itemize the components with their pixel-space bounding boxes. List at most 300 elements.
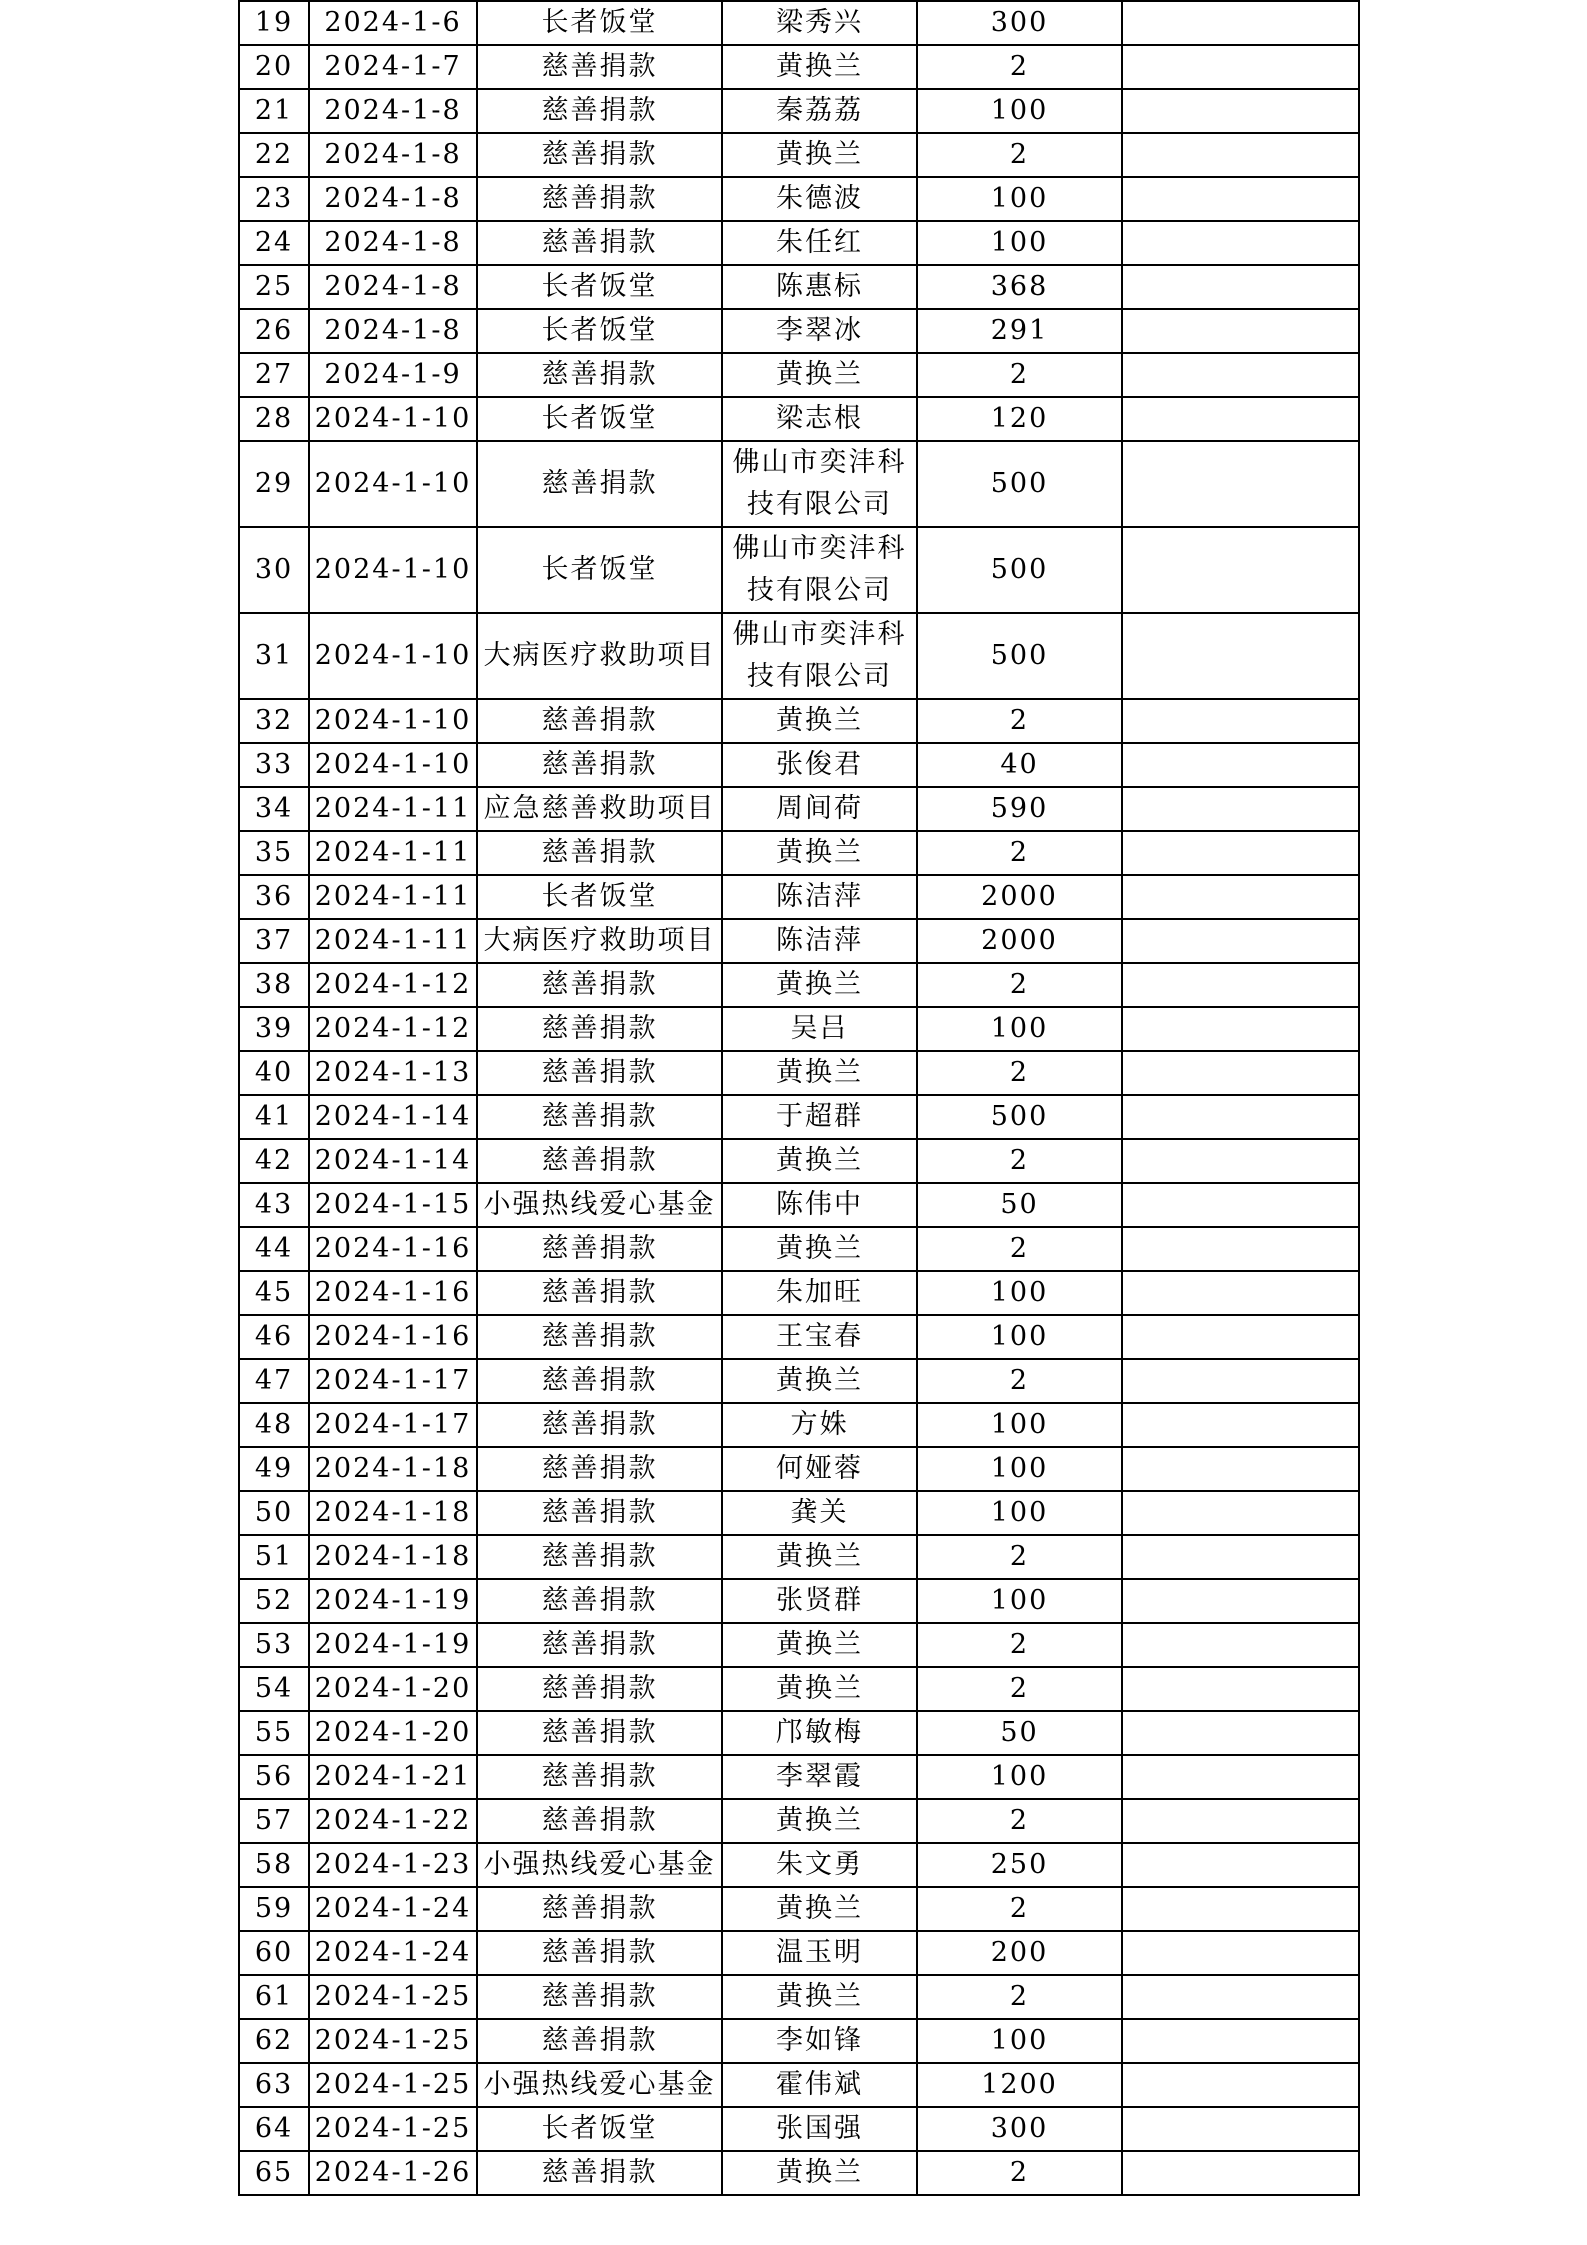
table-row [239, 221, 1359, 265]
donor-cell: 黄换兰 [722, 1535, 917, 1579]
project-cell: 慈善捐款 [477, 1447, 722, 1491]
row-number-cell: 19 [239, 1, 309, 45]
amount-cell: 2 [917, 1887, 1122, 1931]
row-number-cell: 50 [239, 1491, 309, 1535]
project-cell: 慈善捐款 [477, 2019, 722, 2063]
row-number-cell: 55 [239, 1711, 309, 1755]
row-number-cell: 64 [239, 2107, 309, 2151]
project-cell: 慈善捐款 [477, 89, 722, 133]
donor-cell: 黄换兰 [722, 1227, 917, 1271]
date-cell: 2024-1-25 [309, 2063, 477, 2107]
date-cell: 2024-1-17 [309, 1403, 477, 1447]
table-row [239, 1755, 1359, 1799]
project-cell: 慈善捐款 [477, 133, 722, 177]
amount-cell: 2 [917, 699, 1122, 743]
row-number-cell: 63 [239, 2063, 309, 2107]
date-cell: 2024-1-12 [309, 963, 477, 1007]
date-cell: 2024-1-25 [309, 1975, 477, 2019]
amount-cell: 2 [917, 353, 1122, 397]
donor-cell: 朱文勇 [722, 1843, 917, 1887]
note-cell [1122, 1667, 1359, 1711]
note-cell [1122, 45, 1359, 89]
amount-cell: 590 [917, 787, 1122, 831]
date-cell: 2024-1-18 [309, 1535, 477, 1579]
amount-cell: 2000 [917, 875, 1122, 919]
project-cell: 长者饭堂 [477, 265, 722, 309]
donor-cell: 朱加旺 [722, 1271, 917, 1315]
date-cell: 2024-1-11 [309, 919, 477, 963]
note-cell [1122, 397, 1359, 441]
table-row [239, 1667, 1359, 1711]
note-cell [1122, 1711, 1359, 1755]
date-cell: 2024-1-20 [309, 1711, 477, 1755]
note-cell [1122, 919, 1359, 963]
amount-cell: 300 [917, 1, 1122, 45]
note-cell [1122, 1227, 1359, 1271]
row-number-cell: 33 [239, 743, 309, 787]
project-cell: 长者饭堂 [477, 875, 722, 919]
row-number-cell: 48 [239, 1403, 309, 1447]
date-cell: 2024-1-11 [309, 875, 477, 919]
amount-cell: 100 [917, 1007, 1122, 1051]
date-cell: 2024-1-11 [309, 831, 477, 875]
date-cell: 2024-1-10 [309, 397, 477, 441]
table-row [239, 1579, 1359, 1623]
date-cell: 2024-1-18 [309, 1447, 477, 1491]
row-number-cell: 31 [239, 613, 309, 699]
table-row [239, 2019, 1359, 2063]
donor-cell: 张国强 [722, 2107, 917, 2151]
date-cell: 2024-1-9 [309, 353, 477, 397]
donor-cell: 李如锋 [722, 2019, 917, 2063]
amount-cell: 500 [917, 527, 1122, 613]
date-cell: 2024-1-10 [309, 527, 477, 613]
date-cell: 2024-1-14 [309, 1139, 477, 1183]
note-cell [1122, 2151, 1359, 2195]
table-row [239, 1359, 1359, 1403]
date-cell: 2024-1-10 [309, 441, 477, 527]
note-cell [1122, 1843, 1359, 1887]
note-cell [1122, 527, 1359, 613]
project-cell: 慈善捐款 [477, 1315, 722, 1359]
row-number-cell: 34 [239, 787, 309, 831]
project-cell: 慈善捐款 [477, 1975, 722, 2019]
table-row [239, 919, 1359, 963]
amount-cell: 1200 [917, 2063, 1122, 2107]
donor-cell: 黄换兰 [722, 1623, 917, 1667]
date-cell: 2024-1-16 [309, 1315, 477, 1359]
row-number-cell: 54 [239, 1667, 309, 1711]
project-cell: 长者饭堂 [477, 2107, 722, 2151]
project-cell: 慈善捐款 [477, 2151, 722, 2195]
date-cell: 2024-1-26 [309, 2151, 477, 2195]
date-cell: 2024-1-8 [309, 309, 477, 353]
table-body [239, 1, 1359, 2195]
row-number-cell: 52 [239, 1579, 309, 1623]
project-cell: 慈善捐款 [477, 45, 722, 89]
project-cell: 慈善捐款 [477, 1887, 722, 1931]
note-cell [1122, 1491, 1359, 1535]
table-row [239, 527, 1359, 613]
date-cell: 2024-1-8 [309, 265, 477, 309]
amount-cell: 100 [917, 2019, 1122, 2063]
row-number-cell: 32 [239, 699, 309, 743]
date-cell: 2024-1-16 [309, 1271, 477, 1315]
donor-cell: 陈洁萍 [722, 919, 917, 963]
donor-cell: 黄换兰 [722, 1887, 917, 1931]
date-cell: 2024-1-8 [309, 133, 477, 177]
date-cell: 2024-1-15 [309, 1183, 477, 1227]
note-cell [1122, 787, 1359, 831]
note-cell [1122, 1183, 1359, 1227]
note-cell [1122, 1315, 1359, 1359]
project-cell: 小强热线爱心基金 [477, 1183, 722, 1227]
note-cell [1122, 1447, 1359, 1491]
note-cell [1122, 1931, 1359, 1975]
donor-cell: 陈伟中 [722, 1183, 917, 1227]
row-number-cell: 60 [239, 1931, 309, 1975]
date-cell: 2024-1-24 [309, 1931, 477, 1975]
donor-cell: 黄换兰 [722, 1799, 917, 1843]
project-cell: 大病医疗救助项目 [477, 613, 722, 699]
note-cell [1122, 1887, 1359, 1931]
table-row [239, 1491, 1359, 1535]
note-cell [1122, 1139, 1359, 1183]
amount-cell: 2 [917, 1359, 1122, 1403]
date-cell: 2024-1-24 [309, 1887, 477, 1931]
amount-cell: 2 [917, 1535, 1122, 1579]
amount-cell: 368 [917, 265, 1122, 309]
donor-cell: 龚关 [722, 1491, 917, 1535]
note-cell [1122, 613, 1359, 699]
table-row [239, 1095, 1359, 1139]
donor-cell: 邝敏梅 [722, 1711, 917, 1755]
date-cell: 2024-1-18 [309, 1491, 477, 1535]
row-number-cell: 28 [239, 397, 309, 441]
note-cell [1122, 353, 1359, 397]
row-number-cell: 27 [239, 353, 309, 397]
row-number-cell: 35 [239, 831, 309, 875]
note-cell [1122, 1403, 1359, 1447]
donor-cell: 黄换兰 [722, 133, 917, 177]
amount-cell: 2 [917, 133, 1122, 177]
amount-cell: 100 [917, 1447, 1122, 1491]
donor-cell: 陈洁萍 [722, 875, 917, 919]
note-cell [1122, 1535, 1359, 1579]
project-cell: 慈善捐款 [477, 1667, 722, 1711]
table-row [239, 1051, 1359, 1095]
date-cell: 2024-1-21 [309, 1755, 477, 1799]
date-cell: 2024-1-20 [309, 1667, 477, 1711]
table-row [239, 397, 1359, 441]
donor-cell: 黄换兰 [722, 353, 917, 397]
donor-cell: 张俊君 [722, 743, 917, 787]
project-cell: 长者饭堂 [477, 1, 722, 45]
note-cell [1122, 743, 1359, 787]
project-cell: 慈善捐款 [477, 743, 722, 787]
note-cell [1122, 831, 1359, 875]
donation-table [238, 0, 1360, 2196]
row-number-cell: 30 [239, 527, 309, 613]
amount-cell: 100 [917, 1403, 1122, 1447]
project-cell: 慈善捐款 [477, 1623, 722, 1667]
note-cell [1122, 133, 1359, 177]
project-cell: 小强热线爱心基金 [477, 1843, 722, 1887]
donation-table-container [238, 0, 1358, 2196]
table-row [239, 353, 1359, 397]
table-row [239, 441, 1359, 527]
donor-cell: 秦荔荔 [722, 89, 917, 133]
project-cell: 慈善捐款 [477, 353, 722, 397]
note-cell [1122, 1007, 1359, 1051]
row-number-cell: 53 [239, 1623, 309, 1667]
amount-cell: 2 [917, 1051, 1122, 1095]
note-cell [1122, 1271, 1359, 1315]
donor-cell: 佛山市奕沣科 技有限公司 [722, 527, 917, 613]
note-cell [1122, 1095, 1359, 1139]
table-row [239, 875, 1359, 919]
project-cell: 慈善捐款 [477, 1931, 722, 1975]
note-cell [1122, 441, 1359, 527]
row-number-cell: 40 [239, 1051, 309, 1095]
project-cell: 大病医疗救助项目 [477, 919, 722, 963]
table-row [239, 1931, 1359, 1975]
row-number-cell: 20 [239, 45, 309, 89]
table-row [239, 1271, 1359, 1315]
table-row [239, 2063, 1359, 2107]
donor-cell: 黄换兰 [722, 1667, 917, 1711]
note-cell [1122, 1755, 1359, 1799]
table-row [239, 1535, 1359, 1579]
date-cell: 2024-1-11 [309, 787, 477, 831]
amount-cell: 100 [917, 89, 1122, 133]
amount-cell: 120 [917, 397, 1122, 441]
donor-cell: 朱任红 [722, 221, 917, 265]
amount-cell: 50 [917, 1183, 1122, 1227]
amount-cell: 50 [917, 1711, 1122, 1755]
row-number-cell: 49 [239, 1447, 309, 1491]
project-cell: 慈善捐款 [477, 1271, 722, 1315]
row-number-cell: 23 [239, 177, 309, 221]
amount-cell: 2 [917, 1139, 1122, 1183]
note-cell [1122, 1359, 1359, 1403]
donor-cell: 黄换兰 [722, 1139, 917, 1183]
table-row [239, 787, 1359, 831]
project-cell: 慈善捐款 [477, 1711, 722, 1755]
row-number-cell: 59 [239, 1887, 309, 1931]
donor-cell: 朱德波 [722, 177, 917, 221]
project-cell: 慈善捐款 [477, 1491, 722, 1535]
row-number-cell: 45 [239, 1271, 309, 1315]
amount-cell: 100 [917, 1755, 1122, 1799]
row-number-cell: 42 [239, 1139, 309, 1183]
amount-cell: 2 [917, 1799, 1122, 1843]
project-cell: 小强热线爱心基金 [477, 2063, 722, 2107]
note-cell [1122, 1799, 1359, 1843]
table-row [239, 89, 1359, 133]
table-row [239, 1711, 1359, 1755]
amount-cell: 500 [917, 1095, 1122, 1139]
date-cell: 2024-1-8 [309, 177, 477, 221]
donor-cell: 李翠霞 [722, 1755, 917, 1799]
donor-cell: 黄换兰 [722, 699, 917, 743]
row-number-cell: 24 [239, 221, 309, 265]
donor-cell: 温玉明 [722, 1931, 917, 1975]
row-number-cell: 51 [239, 1535, 309, 1579]
table-row [239, 2107, 1359, 2151]
project-cell: 慈善捐款 [477, 1359, 722, 1403]
table-row [239, 1183, 1359, 1227]
table-row [239, 2151, 1359, 2195]
date-cell: 2024-1-12 [309, 1007, 477, 1051]
row-number-cell: 41 [239, 1095, 309, 1139]
donor-cell: 王宝春 [722, 1315, 917, 1359]
donor-cell: 黄换兰 [722, 1975, 917, 2019]
donor-cell: 何娅蓉 [722, 1447, 917, 1491]
project-cell: 慈善捐款 [477, 1755, 722, 1799]
donor-cell: 佛山市奕沣科 技有限公司 [722, 613, 917, 699]
amount-cell: 40 [917, 743, 1122, 787]
project-cell: 慈善捐款 [477, 831, 722, 875]
note-cell [1122, 1579, 1359, 1623]
amount-cell: 100 [917, 1579, 1122, 1623]
table-row [239, 1, 1359, 45]
note-cell [1122, 2063, 1359, 2107]
date-cell: 2024-1-25 [309, 2019, 477, 2063]
row-number-cell: 62 [239, 2019, 309, 2063]
amount-cell: 100 [917, 177, 1122, 221]
row-number-cell: 29 [239, 441, 309, 527]
note-cell [1122, 1, 1359, 45]
project-cell: 应急慈善救助项目 [477, 787, 722, 831]
donor-cell: 方姝 [722, 1403, 917, 1447]
amount-cell: 500 [917, 441, 1122, 527]
note-cell [1122, 177, 1359, 221]
amount-cell: 250 [917, 1843, 1122, 1887]
table-row [239, 743, 1359, 787]
table-row [239, 1315, 1359, 1359]
donor-cell: 黄换兰 [722, 1051, 917, 1095]
project-cell: 慈善捐款 [477, 963, 722, 1007]
date-cell: 2024-1-13 [309, 1051, 477, 1095]
project-cell: 慈善捐款 [477, 1139, 722, 1183]
donor-cell: 吴吕 [722, 1007, 917, 1051]
donor-cell: 黄换兰 [722, 963, 917, 1007]
note-cell [1122, 1051, 1359, 1095]
project-cell: 长者饭堂 [477, 309, 722, 353]
row-number-cell: 46 [239, 1315, 309, 1359]
note-cell [1122, 963, 1359, 1007]
row-number-cell: 43 [239, 1183, 309, 1227]
date-cell: 2024-1-14 [309, 1095, 477, 1139]
note-cell [1122, 89, 1359, 133]
date-cell: 2024-1-16 [309, 1227, 477, 1271]
table-row [239, 309, 1359, 353]
donor-cell: 佛山市奕沣科 技有限公司 [722, 441, 917, 527]
row-number-cell: 47 [239, 1359, 309, 1403]
project-cell: 慈善捐款 [477, 1007, 722, 1051]
note-cell [1122, 875, 1359, 919]
amount-cell: 2 [917, 2151, 1122, 2195]
table-row [239, 45, 1359, 89]
date-cell: 2024-1-8 [309, 89, 477, 133]
project-cell: 长者饭堂 [477, 397, 722, 441]
donor-cell: 黄换兰 [722, 2151, 917, 2195]
row-number-cell: 22 [239, 133, 309, 177]
date-cell: 2024-1-23 [309, 1843, 477, 1887]
donor-cell: 黄换兰 [722, 1359, 917, 1403]
project-cell: 长者饭堂 [477, 527, 722, 613]
project-cell: 慈善捐款 [477, 1579, 722, 1623]
donor-cell: 霍伟斌 [722, 2063, 917, 2107]
table-row [239, 1975, 1359, 2019]
project-cell: 慈善捐款 [477, 1227, 722, 1271]
date-cell: 2024-1-17 [309, 1359, 477, 1403]
amount-cell: 2 [917, 831, 1122, 875]
donor-cell: 于超群 [722, 1095, 917, 1139]
note-cell [1122, 1623, 1359, 1667]
date-cell: 2024-1-6 [309, 1, 477, 45]
amount-cell: 2 [917, 1623, 1122, 1667]
row-number-cell: 58 [239, 1843, 309, 1887]
table-row [239, 963, 1359, 1007]
donor-cell: 张贤群 [722, 1579, 917, 1623]
date-cell: 2024-1-19 [309, 1579, 477, 1623]
row-number-cell: 36 [239, 875, 309, 919]
donor-cell: 黄换兰 [722, 45, 917, 89]
row-number-cell: 37 [239, 919, 309, 963]
date-cell: 2024-1-7 [309, 45, 477, 89]
table-row [239, 265, 1359, 309]
amount-cell: 291 [917, 309, 1122, 353]
project-cell: 慈善捐款 [477, 699, 722, 743]
amount-cell: 2 [917, 1227, 1122, 1271]
date-cell: 2024-1-19 [309, 1623, 477, 1667]
table-row [239, 1799, 1359, 1843]
row-number-cell: 26 [239, 309, 309, 353]
table-row [239, 1447, 1359, 1491]
date-cell: 2024-1-22 [309, 1799, 477, 1843]
project-cell: 慈善捐款 [477, 177, 722, 221]
table-row [239, 1227, 1359, 1271]
project-cell: 慈善捐款 [477, 441, 722, 527]
project-cell: 慈善捐款 [477, 1535, 722, 1579]
table-row [239, 1843, 1359, 1887]
row-number-cell: 39 [239, 1007, 309, 1051]
note-cell [1122, 699, 1359, 743]
donor-cell: 陈惠标 [722, 265, 917, 309]
project-cell: 慈善捐款 [477, 1095, 722, 1139]
donor-cell: 周间荷 [722, 787, 917, 831]
table-row [239, 1007, 1359, 1051]
project-cell: 慈善捐款 [477, 1403, 722, 1447]
row-number-cell: 65 [239, 2151, 309, 2195]
date-cell: 2024-1-8 [309, 221, 477, 265]
date-cell: 2024-1-25 [309, 2107, 477, 2151]
project-cell: 慈善捐款 [477, 221, 722, 265]
row-number-cell: 61 [239, 1975, 309, 2019]
amount-cell: 2 [917, 1667, 1122, 1711]
amount-cell: 300 [917, 2107, 1122, 2151]
date-cell: 2024-1-10 [309, 743, 477, 787]
row-number-cell: 57 [239, 1799, 309, 1843]
table-row [239, 1403, 1359, 1447]
table-row [239, 699, 1359, 743]
row-number-cell: 25 [239, 265, 309, 309]
note-cell [1122, 2107, 1359, 2151]
table-row [239, 133, 1359, 177]
donor-cell: 梁秀兴 [722, 1, 917, 45]
